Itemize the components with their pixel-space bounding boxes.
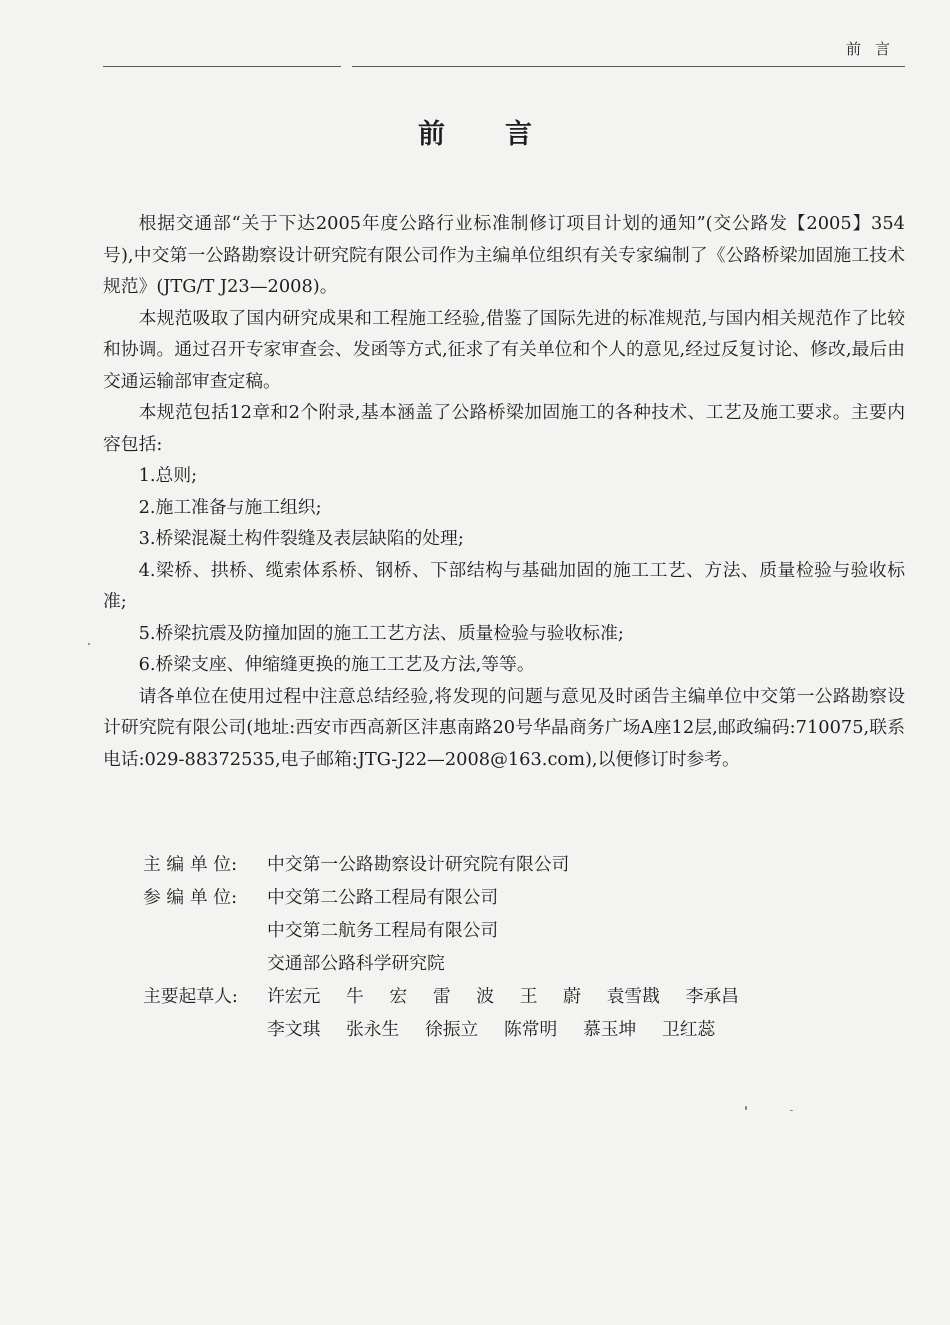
- scan-speck: [790, 1110, 793, 1111]
- paragraph-feedback: 请各单位在使用过程中注意总结经验,将发现的问题与意见及时函告主编单位中交第一公路勘察设计研究院有限公司(地址:西安市西高新区沣惠南路20号华晶商务广场A座12层,邮政编码:710075,联系电话:029-88372535,电子邮箱:JTG-J22—2008@163.com),以便修订时参考。: [103, 685, 905, 770]
- content-item: 5.桥梁抗震及防撞加固的施工工艺方法、质量检验与验收标准;: [138, 622, 624, 644]
- participating-unit: 中交第二航务工程局有限公司: [267, 920, 499, 941]
- content-item: 4.梁桥、拱桥、缆索体系桥、钢桥、下部结构与基础加固的施工工艺、方法、质量检验与验收标准;: [103, 559, 905, 612]
- chief-unit-value: 中交第一公路勘察设计研究院有限公司: [267, 854, 570, 875]
- participating-unit: 中交第二公路工程局有限公司: [267, 887, 499, 908]
- preface-body: [103, 208, 905, 775]
- content-item: 1.总则;: [138, 465, 198, 486]
- participating-unit-list: [267, 881, 498, 980]
- paragraph-method: 本规范吸取了国内研究成果和工程施工经验,借鉴了国际先进的标准规范,与国内相关规范作了比较和协调。通过召开专家审查会、发函等方式,征求了有关单位和个人的意见,经过反复讨论、修改,最后由交通运输部审查定稿。: [103, 307, 905, 392]
- scan-speck: [745, 1106, 747, 1110]
- scan-speck: [88, 643, 90, 645]
- content-item: 6.桥梁支座、伸缩缝更换的施工工艺及方法,等等。: [138, 654, 535, 675]
- drafters-label: 主要起草人:: [143, 986, 238, 1007]
- participating-unit: 交通部公路科学研究院: [267, 953, 445, 974]
- content-item: 3.桥梁混凝土构件裂缝及表层缺陷的处理;: [138, 528, 464, 549]
- credits-block: [143, 848, 739, 1046]
- participating-unit-label: 参 编 单 位:: [143, 887, 238, 908]
- drafters-row: [143, 980, 739, 1046]
- paragraph-background: 根据交通部“关于下达2005年度公路行业标准制修订项目计划的通知”(交公路发【2005】354号),中交第一公路勘察设计研究院有限公司作为主编单位组织有关专家编制了《公路桥梁加固施工技术规范》(JTG/T J23—2008)。: [103, 213, 905, 297]
- page-title: 前言: [418, 119, 592, 150]
- chief-unit-label: 主 编 单 位:: [143, 854, 238, 875]
- content-item: 2.施工准备与施工组织;: [138, 496, 322, 518]
- paragraph-scope: 本规范包括12章和2个附录,基本涵盖了公路桥梁加固施工的各种技术、工艺及施工要求。主要内容包括:: [103, 402, 905, 455]
- chief-editor-row: [143, 848, 739, 881]
- running-header-section-label: 前言: [845, 40, 904, 58]
- drafters-list: [267, 980, 739, 1046]
- participating-units-row: [143, 881, 739, 980]
- drafters-line: 李文琪 张永生 徐振立 陈常明 慕玉坤 卫红蕊: [267, 1019, 716, 1040]
- header-rule-left: [103, 66, 341, 67]
- drafters-line: 许宏元 牛 宏 雷 波 王 蔚 袁雪戡 李承昌: [267, 986, 739, 1007]
- header-rule-right: [352, 66, 905, 67]
